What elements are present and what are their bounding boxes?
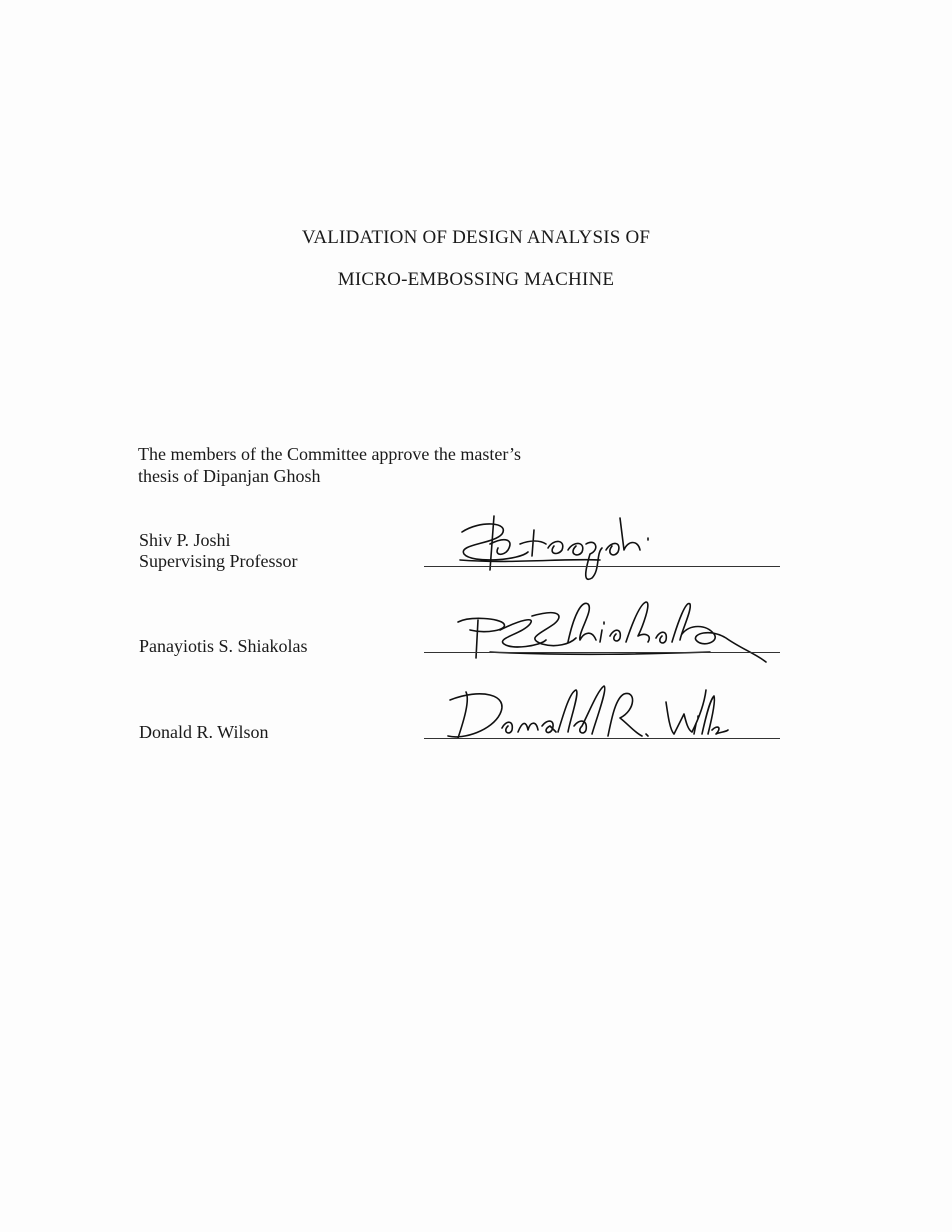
committee-member-name-joshi: Shiv P. Joshi [139, 530, 231, 550]
signature-line-wilson [424, 738, 780, 739]
signature-line-joshi [424, 566, 780, 567]
committee-member-name-wilson: Donald R. Wilson [139, 722, 269, 742]
signature-shiakolas [450, 594, 770, 666]
approval-statement [138, 443, 521, 487]
thesis-title-line-2: MICRO-EMBOSSING MACHINE [337, 269, 615, 290]
committee-member-name-shiakolas: Panayiotis S. Shiakolas [139, 636, 308, 656]
thesis-title-line-1: VALIDATION OF DESIGN ANALYSIS OF [301, 227, 651, 248]
approval-line-1: The members of the Committee approve the master’s [138, 444, 522, 464]
approval-line-2: thesis of Dipanjan Ghosh [138, 466, 321, 486]
signature-joshi [450, 510, 680, 590]
signature-line-shiakolas [424, 652, 780, 653]
signature-wilson [440, 680, 730, 744]
committee-member-role-joshi: Supervising Professor [139, 551, 298, 571]
